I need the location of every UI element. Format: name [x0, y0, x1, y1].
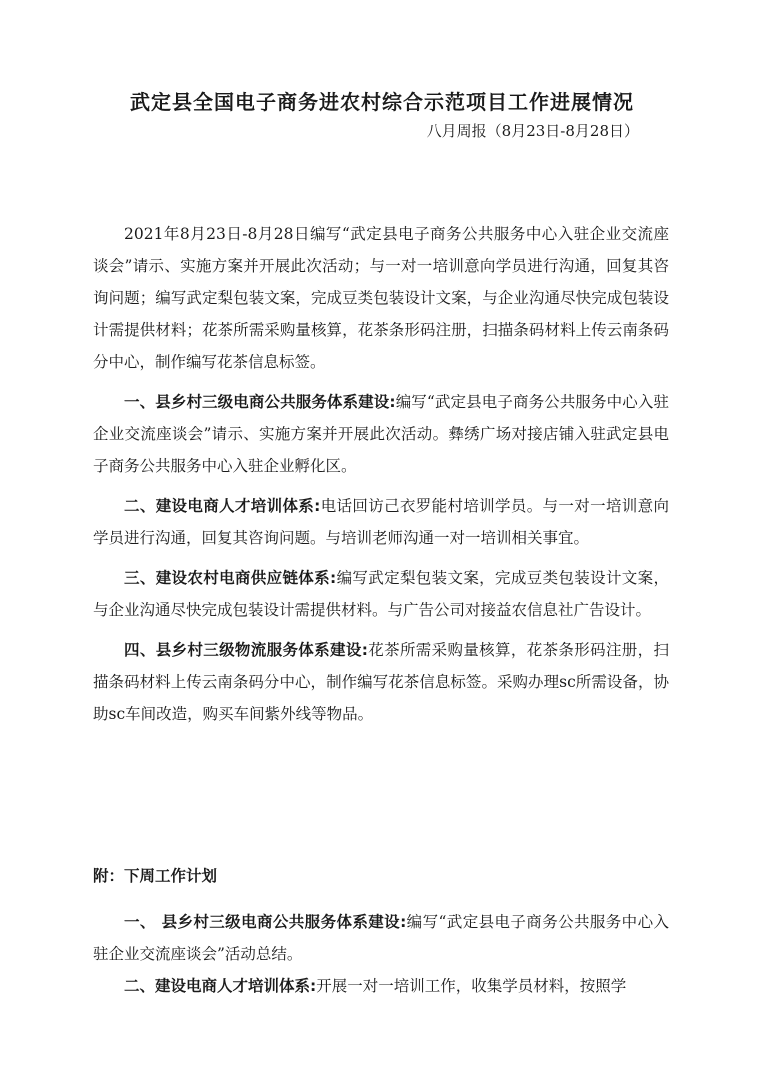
- section-text: 编写武定梨包装文案，完成豆类包装设计文案，与企业沟通尽快完成包装设计需提供材料。与广告公司对接益农信息社广告设计。: [93, 569, 669, 619]
- section-heading: 二、建设电商人才培训体系:: [124, 497, 321, 515]
- page-subtitle: 八月周报（8月23日-8月28日）: [426, 122, 639, 140]
- appendix-item-heading: 一、 县乡村三级电商公共服务体系建设:: [124, 913, 407, 931]
- section-heading: 四、县乡村三级物流服务体系建设:: [124, 641, 368, 659]
- section-paragraph: [93, 634, 669, 730]
- appendix-item-text: 开展一对一培训工作，收集学员材料，按照学: [316, 977, 627, 995]
- appendix-item: [93, 906, 669, 970]
- report-body: [93, 218, 669, 730]
- section-paragraph: [93, 386, 669, 482]
- intro-paragraph: 2021年8月23日-8月28日编写“武定县电子商务公共服务中心入驻企业交流座谈会”请示、实施方案并开展此次活动；与一对一培训意向学员进行沟通，回复其咨询问题；编写武定梨包装文案，完成豆类包装设计文案，与企业沟通尽快完成包装设计需提供材料；花茶所需采购量核算，花茶条形码注册，扫描条码材料上传云南条码分中心，制作编写花茶信息标签。: [93, 225, 669, 371]
- appendix-item-heading: 二、建设电商人才培训体系:: [124, 977, 317, 995]
- section-paragraph: [93, 562, 669, 626]
- section-text: 花茶所需采购量核算，花茶条形码注册，扫描条码材料上传云南条码分中心，制作编写花茶信息标签。采购办理sc所需设备，协助sc车间改造，购买车间紫外线等物品。: [93, 641, 669, 723]
- appendix-heading: 附：下周工作计划: [93, 867, 218, 885]
- page-title: 武定县全国电子商务进农村综合示范项目工作进展情况: [130, 90, 634, 114]
- appendix-item: [93, 970, 669, 1002]
- section-text: 电话回访己衣罗能村培训学员。与一对一培训意向学员进行沟通，回复其咨询问题。与培训老师沟通一对一培训相关事宜。: [93, 497, 669, 547]
- section-heading: 三、建设农村电商供应链体系:: [124, 569, 337, 587]
- appendix: [93, 860, 669, 1002]
- appendix-item-text: 编写“武定县电子商务公共服务中心入驻企业交流座谈会”活动总结。: [93, 913, 669, 963]
- section-paragraph: [93, 490, 669, 554]
- section-text: 编写“武定县电子商务公共服务中心入驻企业交流座谈会”请示、实施方案并开展此次活动。彝绣广场对接店铺入驻武定县电子商务公共服务中心入驻企业孵化区。: [93, 393, 669, 475]
- section-heading: 一、县乡村三级电商公共服务体系建设:: [124, 393, 396, 411]
